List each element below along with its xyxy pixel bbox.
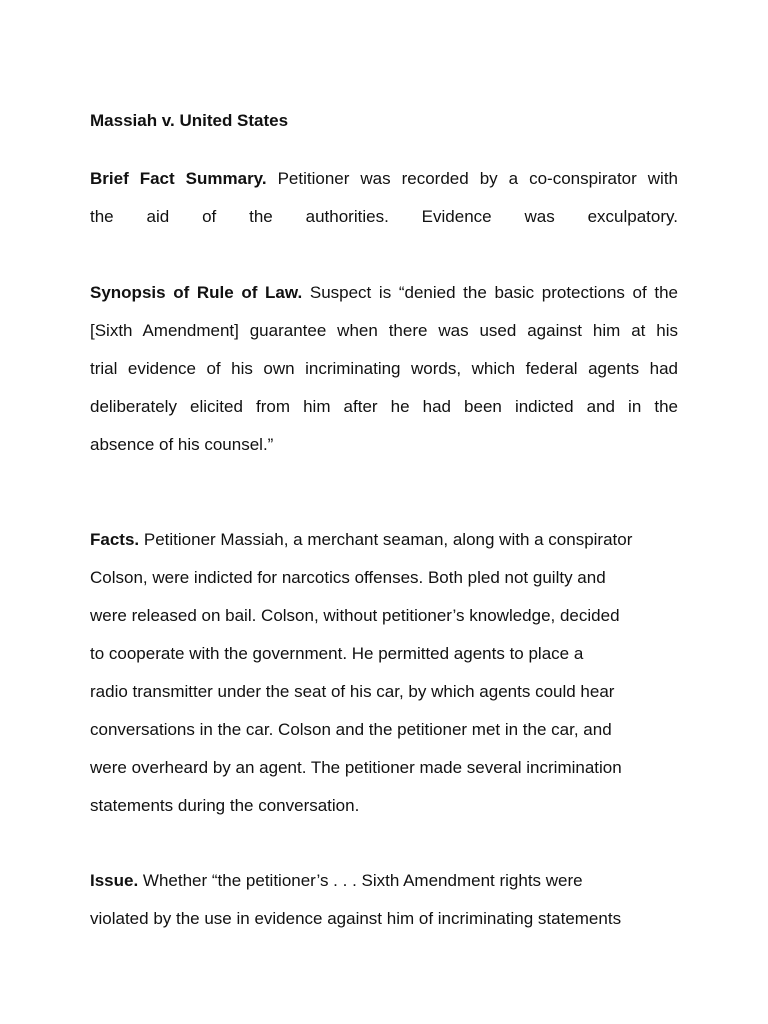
brief-fact-summary-line-2: the aid of the authorities. Evidence was exculpatory. — [90, 207, 678, 226]
synopsis-line-5: absence of his counsel.” — [90, 435, 274, 454]
facts-line-2: Colson, were indicted for narcotics offenses. Both pled not guilty and — [90, 568, 606, 587]
synopsis-line-3: trial evidence of his own incriminating words, which federal agents had — [90, 359, 678, 378]
synopsis-line-4: deliberately elicited from him after he had been indicted and in the — [90, 397, 678, 416]
issue-heading: Issue. — [90, 871, 139, 890]
synopsis-line-1: Synopsis of Rule of Law. Suspect is “denied the basic protections of the — [90, 283, 679, 302]
facts-line-7: were overheard by an agent. The petitioner made several incrimination — [90, 758, 622, 777]
brief-fact-summary-line-1: Brief Fact Summary. Petitioner was recorded by a co-conspirator with — [90, 169, 679, 188]
issue-line-2: violated by the use in evidence against him of incriminating statements — [90, 909, 622, 928]
brief-fact-summary-heading: Brief Fact Summary. — [90, 169, 267, 188]
case-title: Massiah v. United States — [90, 111, 289, 130]
synopsis-line-2: [Sixth Amendment] guarantee when there was used against him at his — [90, 321, 678, 340]
facts-line-3: were released on bail. Colson, without petitioner’s knowledge, decided — [90, 606, 620, 625]
facts-line-4: to cooperate with the government. He permitted agents to place a — [90, 644, 584, 663]
facts-line-1: Facts. Petitioner Massiah, a merchant seaman, along with a conspirator — [90, 530, 633, 549]
facts-line-8: statements during the conversation. — [90, 796, 360, 815]
synopsis-heading: Synopsis of Rule of Law. — [90, 283, 303, 302]
facts-line-5: radio transmitter under the seat of his car, by which agents could hear — [90, 682, 615, 701]
issue-line-1: Issue. Whether “the petitioner’s . . . Sixth Amendment rights were — [90, 871, 583, 890]
facts-heading: Facts. — [90, 530, 140, 549]
facts-line-6: conversations in the car. Colson and the petitioner met in the car, and — [90, 720, 612, 739]
